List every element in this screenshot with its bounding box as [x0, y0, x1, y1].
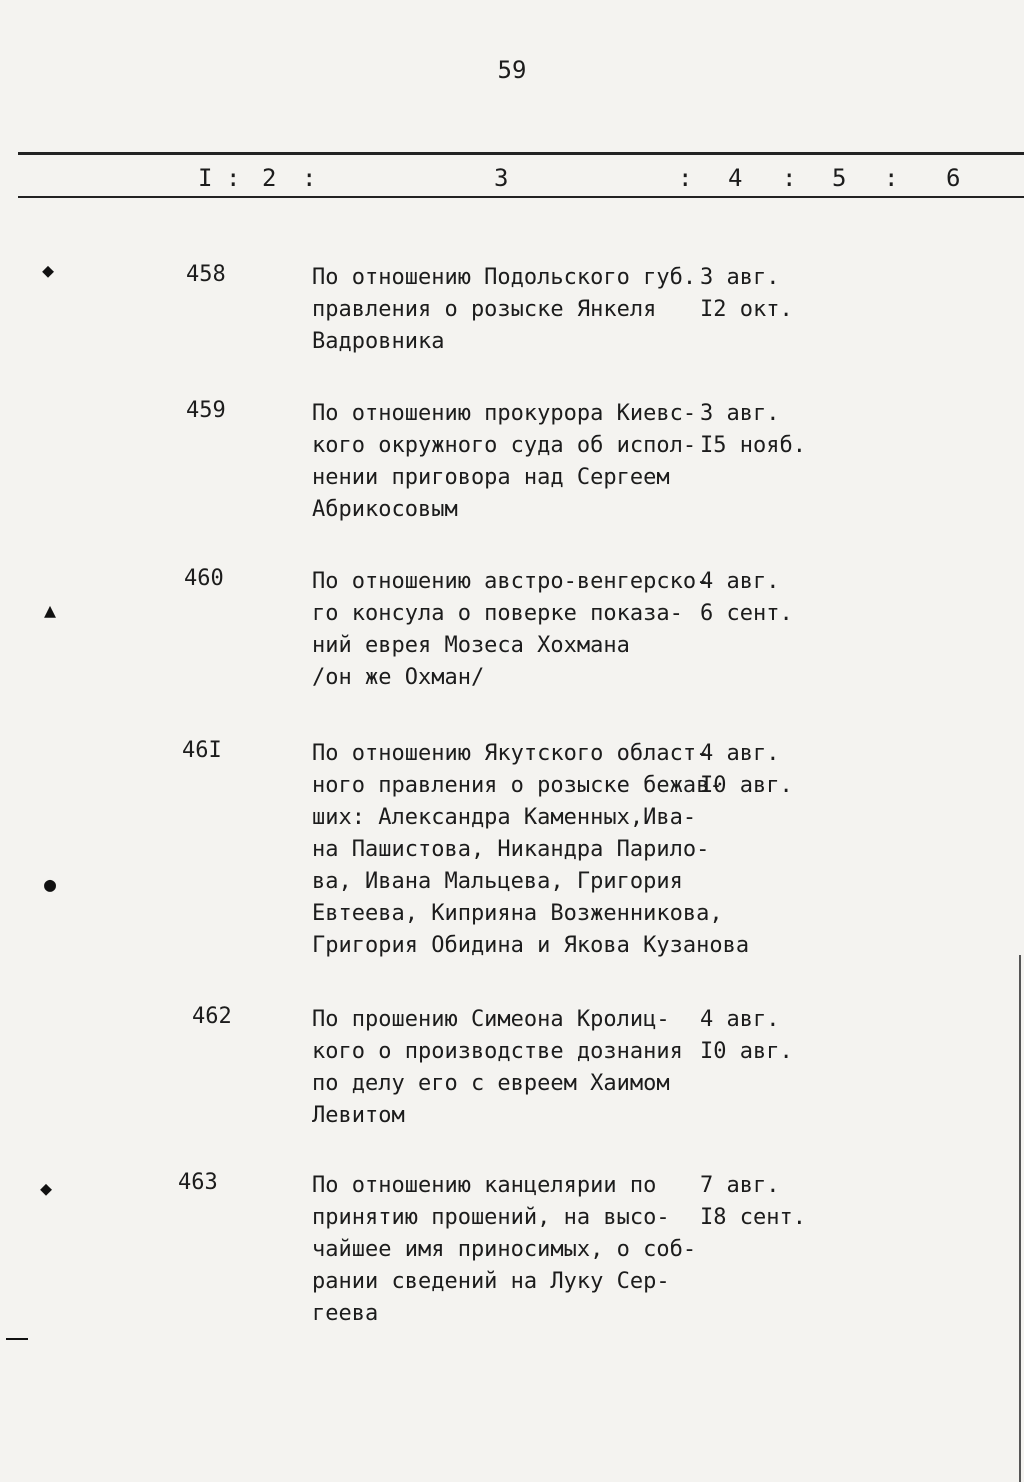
start-date: 3 авг. [700, 265, 780, 290]
description-line: Григория Обидина и Якова Кузанова [312, 933, 750, 958]
description-line: нении приговора над Сергеем [312, 465, 670, 490]
entry-description [312, 1170, 697, 1330]
end-date: I8 сент. [700, 1205, 806, 1230]
entry-number: 46I [182, 738, 222, 763]
description-line: ний еврея Мозеса Хохмана [312, 633, 630, 658]
description-line: чайшее имя приносимых, о соб- [312, 1237, 697, 1262]
entry-number: 458 [186, 262, 226, 287]
start-date: 4 авг. [700, 569, 780, 594]
entry-description [312, 566, 710, 694]
binder-hole-mark-icon: ● [44, 872, 57, 896]
end-date: I0 авг. [700, 1039, 793, 1064]
column-separator: : [678, 164, 693, 192]
binder-hole-mark-icon: ◆ [40, 1176, 53, 1200]
column-header-2: 2 [262, 164, 277, 192]
description-line: По отношению Подольского губ. [312, 265, 697, 290]
start-date: 4 авг. [700, 1007, 780, 1032]
description-line: По отношению Якутского област- [312, 741, 710, 766]
column-separator: : [884, 164, 899, 192]
entry-number: 462 [192, 1004, 232, 1029]
description-line: Вадровника [312, 329, 445, 354]
column-header-5: 5 [832, 164, 847, 192]
description-line: го консула о поверке показа- [312, 601, 683, 626]
end-date: I5 нояб. [700, 433, 806, 458]
start-date: 3 авг. [700, 401, 780, 426]
binder-hole-mark-icon: ▲ [44, 598, 57, 622]
page-number: 59 [497, 56, 527, 84]
description-line: /он же Охман/ [312, 665, 485, 690]
entry-description [312, 1004, 692, 1132]
entry-number: 460 [184, 566, 224, 591]
description-line: принятию прошений, на высо- [312, 1205, 670, 1230]
entry-dates [700, 262, 820, 326]
description-line: на Пашистова, Никандра Парило- [312, 837, 710, 862]
description-line: геева [312, 1301, 379, 1326]
description-line: ва, Ивана Мальцева, Григория [312, 869, 683, 894]
page-edge-line [1019, 955, 1021, 1482]
end-date: 6 сент. [700, 601, 793, 626]
description-line: Левитом [312, 1103, 405, 1128]
column-separator: : [226, 164, 241, 192]
description-line: кого о производстве дознания [312, 1039, 683, 1064]
start-date: 7 авг. [700, 1173, 780, 1198]
description-line: По отношению австро-венгерско- [312, 569, 710, 594]
column-header-4: 4 [728, 164, 743, 192]
column-header-6: 6 [946, 164, 961, 192]
description-line: По отношению канцелярии по [312, 1173, 657, 1198]
description-line: по делу его с евреем Хаимом [312, 1071, 670, 1096]
description-line: кого окружного суда об испол- [312, 433, 697, 458]
end-date: I0 авг. [700, 773, 793, 798]
margin-mark [6, 1338, 28, 1340]
entry-dates [700, 398, 820, 462]
column-header-1: I [198, 164, 213, 192]
description-line: рании сведений на Луку Сер- [312, 1269, 670, 1294]
entry-dates [700, 738, 820, 802]
entry-number: 459 [186, 398, 226, 423]
description-line: По отношению прокурора Киевс- [312, 401, 697, 426]
entry-description [312, 262, 697, 358]
table-header-top-rule [18, 152, 1024, 155]
description-line: Евтеева, Киприяна Возженникова, [312, 901, 723, 926]
end-date: I2 окт. [700, 297, 793, 322]
description-line: правления о розыске Янкеля [312, 297, 657, 322]
description-line: Абрикосовым [312, 497, 458, 522]
description-line: ного правления о розыске бежав- [312, 773, 723, 798]
entry-dates [700, 1004, 820, 1068]
description-line: ших: Александра Каменных,Ива- [312, 805, 697, 830]
entry-dates [700, 1170, 820, 1234]
entry-number: 463 [178, 1170, 218, 1195]
entry-dates [700, 566, 820, 630]
description-line: По прошению Симеона Кролиц- [312, 1007, 670, 1032]
column-separator: : [782, 164, 797, 192]
start-date: 4 авг. [700, 741, 780, 766]
column-separator: : [302, 164, 317, 192]
binder-hole-mark-icon: ◆ [42, 258, 55, 282]
table-header-bottom-rule [18, 196, 1024, 198]
entry-description [312, 398, 697, 526]
column-header-3: 3 [494, 164, 509, 192]
